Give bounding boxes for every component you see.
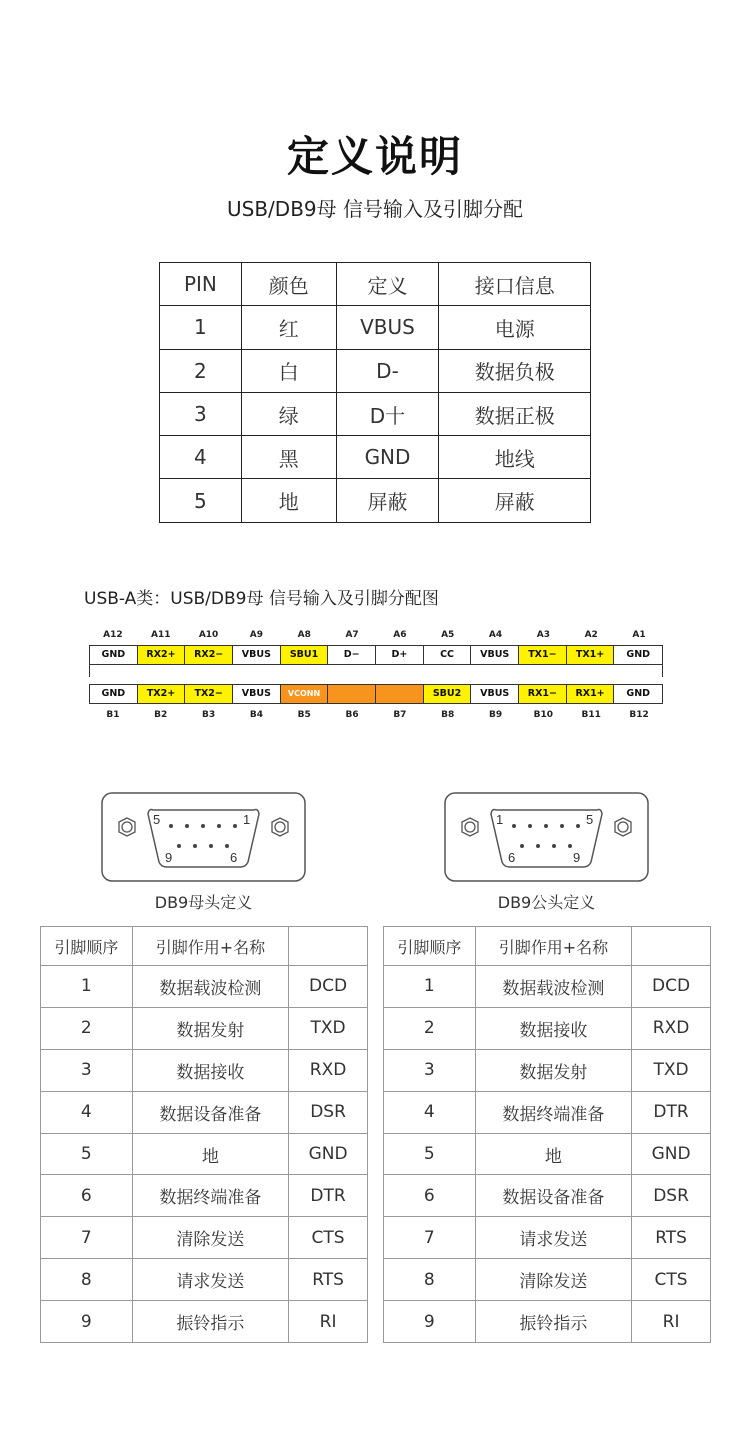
signal-cell: RXD [632, 1007, 711, 1049]
pin-label: B8 [441, 710, 455, 720]
pin-cell: GND [90, 685, 138, 703]
usb-section-heading: USB-A类：USB/DB9母 信号输入及引脚分配图 [84, 589, 439, 609]
pin-number: 6 [508, 850, 516, 865]
definition-cell: D十 [336, 392, 439, 435]
pin-number: 6 [230, 850, 238, 865]
pin-cell: 6 [41, 1175, 133, 1217]
definition-cell: VBUS [336, 306, 439, 349]
signal-cell: DSR [632, 1175, 711, 1217]
pin-label: A7 [345, 630, 359, 640]
pin-cell: GND [626, 649, 651, 660]
info-cell: 电源 [439, 306, 591, 349]
db9-male-table [383, 926, 711, 1343]
pin-cell: TX2+ [138, 685, 186, 703]
top-pin-labels [89, 630, 663, 640]
pin-cell: 8 [41, 1259, 133, 1301]
function-cell: 振铃指示 [132, 1301, 288, 1343]
signal-cell: RI [289, 1301, 368, 1343]
pin-cell: RX1− [519, 685, 567, 703]
table-row [41, 966, 368, 1008]
pin-label: A6 [393, 630, 407, 640]
pin-label: B11 [581, 710, 601, 720]
info-cell: 屏蔽 [439, 479, 591, 522]
header-cell: 引脚作用+名称 [132, 927, 288, 966]
pin-cell: 3 [160, 392, 242, 435]
table-row [160, 392, 591, 435]
function-cell: 清除发送 [132, 1217, 288, 1259]
function-cell: 数据发射 [475, 1049, 631, 1091]
table-row [41, 1175, 368, 1217]
table-row [384, 1091, 711, 1133]
pin-number: 1 [496, 812, 504, 827]
signal-cell: TXD [289, 1007, 368, 1049]
color-cell: 地 [241, 479, 336, 522]
signal-cell: TXD [632, 1049, 711, 1091]
table-row [384, 1175, 711, 1217]
header-cell: 定义 [336, 263, 439, 306]
definition-cell: 屏蔽 [336, 479, 439, 522]
pin-label: B2 [154, 710, 168, 720]
pin-label: B6 [345, 710, 359, 720]
bottom-pin-labels [89, 710, 663, 720]
pin-number: 9 [165, 850, 173, 865]
pin-cell: 2 [41, 1007, 133, 1049]
function-cell: 数据载波检测 [475, 966, 631, 1008]
pin-label: B1 [106, 710, 120, 720]
table-row [41, 1259, 368, 1301]
pin-cell: 4 [384, 1091, 476, 1133]
pin-label: B7 [393, 710, 407, 720]
pin-label: A9 [249, 630, 264, 640]
db9-female-table [40, 926, 368, 1343]
pin-cell: 7 [384, 1217, 476, 1259]
pin-label: B9 [488, 710, 503, 720]
db9-male-caption: DB9公头定义 [497, 893, 596, 912]
info-cell: 地线 [439, 436, 591, 479]
table-row [41, 1133, 368, 1175]
pin-cell: 5 [41, 1133, 133, 1175]
header-cell: 接口信息 [439, 263, 591, 306]
pin-cell: TX1− [519, 646, 567, 664]
pin-label: A5 [441, 630, 455, 640]
pin-label: A4 [488, 630, 503, 640]
header-cell: 引脚顺序 [384, 927, 476, 966]
signal-cell: DTR [632, 1091, 711, 1133]
table-row [384, 1301, 711, 1343]
function-cell: 清除发送 [475, 1259, 631, 1301]
signal-cell: GND [289, 1133, 368, 1175]
info-cell: 数据负极 [439, 349, 591, 392]
pin-number: 1 [243, 812, 251, 827]
top-pin-row [89, 645, 663, 665]
header-cell: 引脚作用+名称 [475, 927, 631, 966]
pin-cell: 2 [160, 349, 242, 392]
definition-cell: D- [336, 349, 439, 392]
table-row [384, 1049, 711, 1091]
pin-cell: GND [90, 646, 138, 664]
function-cell: 数据载波检测 [132, 966, 288, 1008]
function-cell: 地 [132, 1133, 288, 1175]
table-row [160, 306, 591, 349]
pin-cell: 1 [41, 966, 133, 1008]
pin-label: A1 [632, 630, 646, 640]
info-cell: 数据正极 [439, 392, 591, 435]
pin-cell: VBUS [471, 685, 519, 703]
signal-cell: RI [632, 1301, 711, 1343]
pin-number: 5 [153, 812, 161, 827]
table-header-row [160, 263, 591, 306]
pin-label: B4 [249, 710, 263, 720]
pin-cell: 4 [160, 436, 242, 479]
function-cell: 地 [475, 1133, 631, 1175]
signal-cell: CTS [632, 1259, 711, 1301]
pin-cell: VBUS [471, 646, 519, 664]
pin-cell: 6 [384, 1175, 476, 1217]
pin-cell: 3 [384, 1049, 476, 1091]
table-row [41, 1091, 368, 1133]
definition-cell: GND [336, 436, 439, 479]
signal-cell: DCD [632, 966, 711, 1008]
table-row [41, 1049, 368, 1091]
table-row [41, 1007, 368, 1049]
function-cell: 数据设备准备 [475, 1175, 631, 1217]
db9-male-drawing [444, 792, 649, 882]
pin-label: B10 [533, 710, 554, 720]
usb-pinout-diagram [89, 628, 663, 724]
pin-cell: 3 [41, 1049, 133, 1091]
table-row [160, 349, 591, 392]
function-cell: 数据接收 [475, 1007, 631, 1049]
pin-cell: TX2− [185, 685, 233, 703]
header-cell: 颜色 [241, 263, 336, 306]
signal-cell: DTR [289, 1175, 368, 1217]
header-cell [632, 927, 711, 966]
pin-label: B3 [202, 710, 216, 720]
signal-cell: RTS [289, 1259, 368, 1301]
pin-label: A2 [584, 630, 598, 640]
pin-cell: 4 [41, 1091, 133, 1133]
pin-cell: SBU1 [281, 646, 329, 664]
table-header-row [41, 927, 368, 966]
pin-cell: 8 [384, 1259, 476, 1301]
pin-cell: VCONN [281, 685, 329, 703]
table-row [384, 966, 711, 1008]
pin-label: A10 [198, 630, 219, 640]
bottom-pin-row [89, 684, 663, 704]
pin-cell: D+ [376, 646, 424, 664]
pin-cell: 9 [41, 1301, 133, 1343]
function-cell: 数据终端准备 [132, 1175, 288, 1217]
function-cell: 数据终端准备 [475, 1091, 631, 1133]
pin-cell: 5 [384, 1133, 476, 1175]
signal-cell: RTS [632, 1217, 711, 1259]
db9-female-caption: DB9母头定义 [154, 893, 253, 912]
header-cell [289, 927, 368, 966]
signal-cell: GND [632, 1133, 711, 1175]
pin-label: B12 [629, 710, 649, 720]
color-cell: 绿 [241, 392, 336, 435]
table-row [160, 436, 591, 479]
strip-gap [89, 664, 663, 677]
table-row [384, 1259, 711, 1301]
pin-cell: SBU2 [424, 685, 472, 703]
pin-cell: 2 [384, 1007, 476, 1049]
pin-cell [328, 685, 376, 703]
db9-female-drawing [101, 792, 306, 882]
table-row [41, 1301, 368, 1343]
signal-cell: CTS [289, 1217, 368, 1259]
pin-number: 5 [586, 812, 594, 827]
db9-male-connector [444, 792, 649, 882]
header-cell: PIN [160, 263, 242, 306]
pin-cell: RX1+ [567, 685, 615, 703]
signal-cell: DCD [289, 966, 368, 1008]
color-cell: 白 [241, 349, 336, 392]
pin-label: A12 [103, 630, 123, 640]
pin-cell: 1 [160, 306, 242, 349]
pin-cell: 1 [384, 966, 476, 1008]
pin-cell: 7 [41, 1217, 133, 1259]
pin-cell: CC [424, 646, 472, 664]
pin-cell: TX1+ [567, 646, 615, 664]
function-cell: 请求发送 [132, 1259, 288, 1301]
page-title: 定义说明 [286, 132, 463, 181]
function-cell: 请求发送 [475, 1217, 631, 1259]
pin-cell: VBUS [233, 646, 281, 664]
pin-cell: 5 [160, 479, 242, 522]
function-cell: 数据设备准备 [132, 1091, 288, 1133]
header-cell: 引脚顺序 [41, 927, 133, 966]
db9-female-connector [101, 792, 306, 882]
function-cell: 数据发射 [132, 1007, 288, 1049]
table-row [384, 1133, 711, 1175]
color-cell: 黑 [241, 436, 336, 479]
table-row [160, 479, 591, 522]
color-cell: 红 [241, 306, 336, 349]
pin-cell: GND [626, 688, 651, 699]
pin-definition-table [159, 262, 591, 523]
signal-cell: RXD [289, 1049, 368, 1091]
pin-number: 9 [573, 850, 581, 865]
pin-cell: RX2− [185, 646, 233, 664]
pin-cell [376, 685, 424, 703]
pin-label: B5 [297, 710, 311, 720]
table-row [384, 1007, 711, 1049]
function-cell: 数据接收 [132, 1049, 288, 1091]
pin-label: A3 [536, 630, 550, 640]
pin-label: A11 [150, 630, 171, 640]
signal-cell: DSR [289, 1091, 368, 1133]
pin-cell: D− [328, 646, 376, 664]
function-cell: 振铃指示 [475, 1301, 631, 1343]
pin-label: A8 [297, 630, 311, 640]
table-row [41, 1217, 368, 1259]
pin-cell: VBUS [233, 685, 281, 703]
pin-cell: 9 [384, 1301, 476, 1343]
pin-cell: RX2+ [138, 646, 186, 664]
table-row [384, 1217, 711, 1259]
page-subtitle: USB/DB9母 信号输入及引脚分配 [227, 197, 523, 221]
table-header-row [384, 927, 711, 966]
